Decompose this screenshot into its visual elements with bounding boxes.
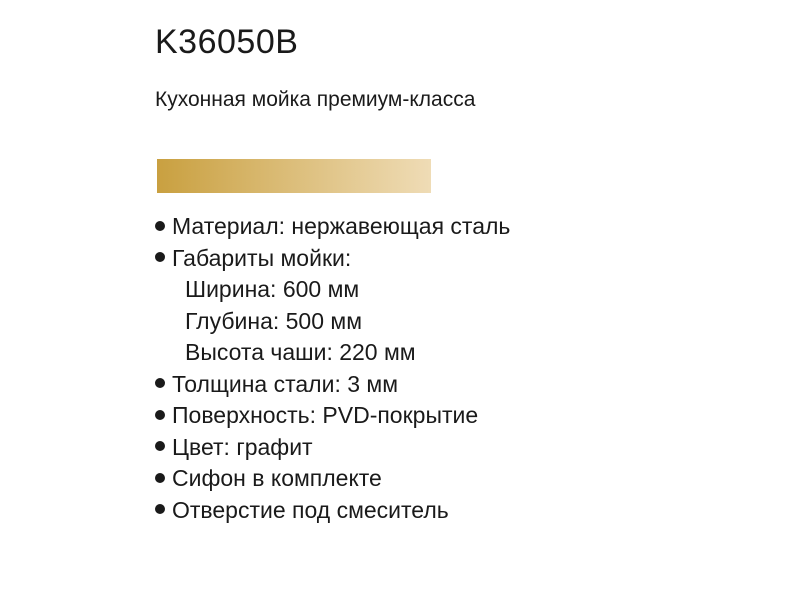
spec-text: Поверхность: PVD-покрытие: [172, 402, 479, 428]
bullet-icon: [155, 495, 172, 527]
spec-subitem-width: [155, 274, 510, 306]
spec-text: Толщина стали: 3 мм: [172, 370, 399, 397]
spec-text: Ширина: 600 мм: [185, 276, 360, 302]
spec-item-material: [155, 211, 510, 243]
spec-subitem-bowl-height: [155, 337, 510, 369]
spec-text: Сифон в комплекте: [172, 465, 382, 491]
bullet-icon: [155, 369, 172, 401]
spec-text: Отверстие под смеситель: [172, 496, 449, 523]
spec-item-surface: [155, 400, 510, 432]
spec-item-color: [155, 432, 510, 464]
bullet-icon: [155, 463, 172, 495]
spec-text: Материал: нержавеющая сталь: [172, 213, 511, 239]
spec-item-thickness: [155, 369, 510, 401]
spec-text: Глубина: 500 мм: [185, 307, 363, 334]
product-subtitle: Кухонная мойка премиум-класса: [155, 88, 476, 111]
spec-item-siphon: [155, 463, 510, 495]
spec-subitem-depth: [155, 306, 510, 338]
spec-item-dimensions: [155, 243, 510, 275]
spec-text: Габариты мойки:: [172, 244, 352, 271]
product-code: K36050B: [155, 23, 299, 61]
gold-accent-bar: [157, 159, 431, 193]
bullet-icon: [155, 400, 172, 432]
spec-list: [155, 211, 510, 526]
spec-item-faucet-hole: [155, 495, 510, 527]
bullet-icon: [155, 243, 172, 275]
spec-text: Цвет: графит: [172, 433, 313, 460]
bullet-icon: [155, 211, 172, 243]
bullet-icon: [155, 432, 172, 464]
spec-text: Высота чаши: 220 мм: [185, 339, 416, 365]
